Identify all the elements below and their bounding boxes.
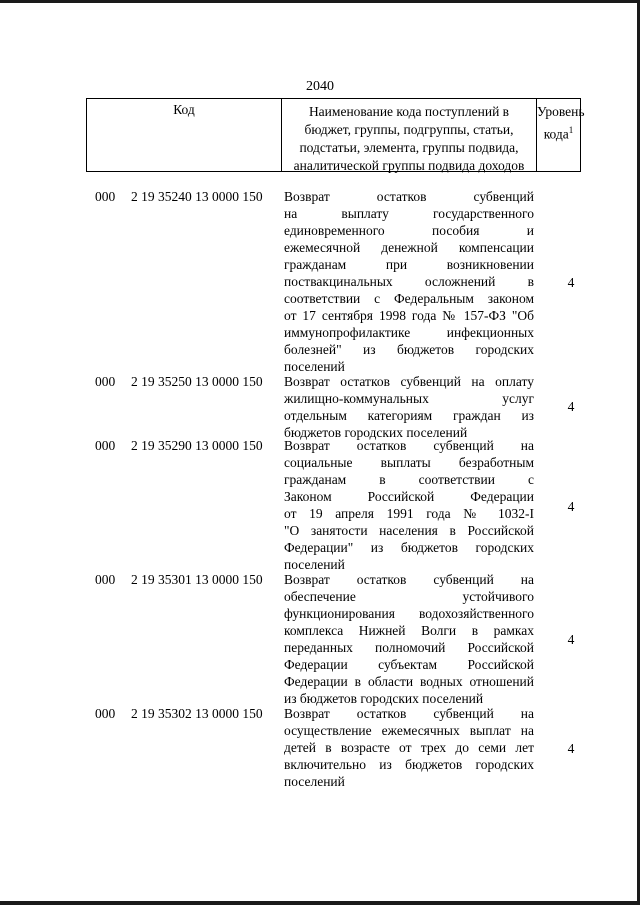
description-line: социальные выплаты безработным bbox=[284, 455, 534, 470]
description-line: осуществление ежемесячных выплат на bbox=[284, 723, 534, 738]
header-name bbox=[282, 99, 537, 171]
admin-code: 000 bbox=[95, 438, 116, 453]
header-level bbox=[537, 99, 585, 171]
revenue-description bbox=[284, 705, 534, 790]
description-line: обеспечение устойчивого bbox=[284, 589, 534, 604]
description-line: Федерации субъектам Российской bbox=[284, 657, 534, 672]
header-level-line bbox=[537, 121, 580, 144]
revenue-description bbox=[284, 373, 534, 441]
description-line: поселений bbox=[284, 774, 345, 789]
description-line: гражданам в соответствии с bbox=[284, 472, 534, 487]
description-line: поселений bbox=[284, 557, 345, 572]
description-line: жилищно-коммунальных услуг bbox=[284, 391, 534, 406]
description-line: "О занятости населения в Российской bbox=[284, 523, 534, 538]
description-line: гражданам при возникновении bbox=[284, 257, 534, 272]
description-line: Федерации" из бюджетов городских bbox=[284, 540, 534, 555]
description-line: от 17 сентября 1998 года № 157-ФЗ "Об bbox=[284, 308, 534, 323]
description-line: единовременного пособия и bbox=[284, 223, 534, 238]
admin-code: 000 bbox=[95, 706, 116, 721]
table-header bbox=[86, 98, 585, 173]
description-line: Законом Российской Федерации bbox=[284, 489, 534, 504]
description-line: бюджетов городских поселений bbox=[284, 425, 468, 440]
description-line: иммунопрофилактике инфекционных bbox=[284, 325, 534, 340]
code-level: 4 bbox=[567, 275, 575, 290]
description-line: включительно из бюджетов городских bbox=[284, 757, 534, 772]
description-line: от 19 апреля 1991 года № 1032-I bbox=[284, 506, 534, 521]
header-name-line: Наименование кода поступлений в bbox=[308, 104, 510, 119]
description-line: Возврат остатков субвенций на bbox=[284, 438, 534, 453]
description-line: на выплату государственного bbox=[284, 206, 534, 221]
header-level-line: Уровень bbox=[537, 104, 585, 119]
header-code: Код bbox=[87, 99, 282, 171]
footnote-marker: 1 bbox=[568, 125, 574, 135]
code-level: 4 bbox=[567, 632, 575, 647]
description-line: Возврат остатков субвенций на bbox=[284, 706, 534, 721]
revenue-code: 2 19 35290 13 0000 150 bbox=[131, 438, 263, 453]
code-level: 4 bbox=[567, 399, 575, 414]
description-line: Возврат остатков субвенций на оплату bbox=[284, 374, 534, 389]
code-level: 4 bbox=[567, 499, 575, 514]
page-number: 2040 bbox=[306, 79, 334, 94]
revenue-description bbox=[284, 437, 534, 573]
description-line: поствакцинальных осложнений в bbox=[284, 274, 534, 289]
description-line: комплекса Нижней Волги в рамках bbox=[284, 623, 534, 638]
revenue-code: 2 19 35250 13 0000 150 bbox=[131, 374, 263, 389]
admin-code: 000 bbox=[95, 572, 116, 587]
revenue-code: 2 19 35240 13 0000 150 bbox=[131, 189, 263, 204]
header-level-label: кода bbox=[543, 126, 569, 142]
description-line: поселений bbox=[284, 359, 345, 374]
admin-code: 000 bbox=[95, 374, 116, 389]
header-name-line: подстатьи, элемента, группы подвида, bbox=[299, 140, 519, 155]
code-level: 4 bbox=[567, 741, 575, 756]
header-name-line: бюджет, группы, подгруппы, статьи, bbox=[304, 122, 514, 137]
revenue-code: 2 19 35302 13 0000 150 bbox=[131, 706, 263, 721]
revenue-description bbox=[284, 188, 534, 375]
page-edge bbox=[0, 901, 640, 905]
description-line: Возврат остатков субвенций bbox=[284, 189, 534, 204]
description-line: из бюджетов городских поселений bbox=[284, 691, 484, 706]
description-line: Федерации в области водных отношений bbox=[284, 674, 534, 689]
description-line: Возврат остатков субвенций на bbox=[284, 572, 534, 587]
description-line: отдельным категориям граждан из bbox=[284, 408, 534, 423]
header-name-line: аналитической группы подвида доходов bbox=[293, 158, 525, 173]
description-line: ежемесячной денежной компенсации bbox=[284, 240, 534, 255]
description-line: детей в возрасте от трех до семи лет bbox=[284, 740, 534, 755]
description-line: переданных полномочий Российской bbox=[284, 640, 534, 655]
admin-code: 000 bbox=[95, 189, 116, 204]
description-line: соответствии с Федеральным законом bbox=[284, 291, 534, 306]
page-edge bbox=[0, 0, 640, 3]
description-line: функционирования водохозяйственного bbox=[284, 606, 534, 621]
revenue-description bbox=[284, 571, 534, 707]
revenue-code: 2 19 35301 13 0000 150 bbox=[131, 572, 263, 587]
description-line: болезней" из бюджетов городских bbox=[284, 342, 534, 357]
